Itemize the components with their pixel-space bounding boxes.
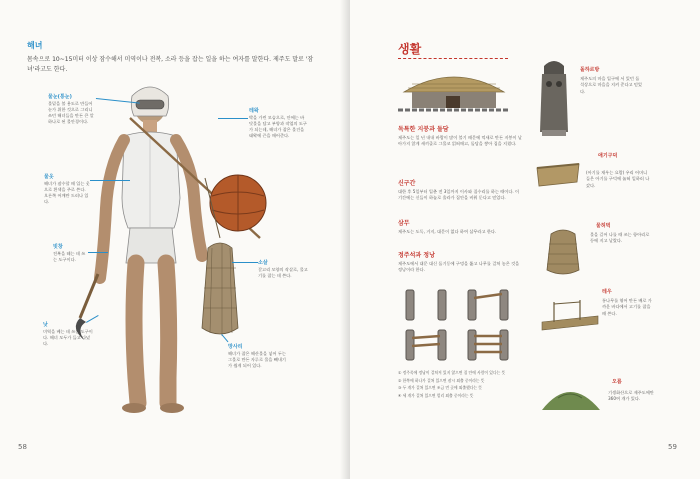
side-heading: 물허벅 — [596, 223, 611, 229]
callout-bitchang — [53, 244, 89, 263]
section-heading: 삼무 — [398, 220, 410, 227]
thatched-house-illustration — [398, 66, 510, 114]
callout-title: 물옷 — [44, 174, 54, 180]
side-body: 기생화산으로 제주도에만 360여 개가 있다. — [608, 390, 654, 402]
page-number-left: 58 — [18, 443, 27, 451]
step-item: ④ 세 개가 걸쳐 있으면 멀리 외출 중이라는 뜻 — [398, 392, 474, 398]
callout-text: 박을 가린 모습으로, 안에는 바닷물을 담고 부양과 작업의 도구가 되는데, 해녀가 잡은 물건을 태왁에 끈을 매어준다. — [249, 115, 307, 138]
section-body: 제주도는 도둑, 거지, 대문이 없다 하여 삼무라고 한다. — [398, 229, 497, 234]
section-title: 생활 — [398, 42, 422, 56]
leader-line — [218, 118, 248, 119]
section-body: 대한 후 5일부터 입춘 전 3일까지 이사와 집수리를 하는 때이다. 이 기간에는 신들이 하늘로 올라가 집안을 비워 둔다고 믿었다. — [398, 189, 520, 201]
aegigudeok-illustration — [533, 148, 583, 190]
callout-text: 물밑을 볼 용도로 만들어 눈가 위한 것으로 그리니 쓰던 해녀들을 만든 큰 알 하나로 된 물안경이다. — [48, 101, 94, 124]
section-body: 제주도는 일 년 내내 바람이 많이 불기 때문에 억새로 만든 지붕이 날아가지 않게 새끼줄로 그물코 얽혀매고, 돌담을 쌓아 집을 지켰다. — [398, 135, 522, 147]
oreum-illustration — [540, 376, 602, 412]
step-item: ③ 두 개가 걸쳐 있으면 조금 먼 곳에 외출했다는 뜻 — [398, 385, 482, 390]
taewoo-illustration — [540, 290, 600, 334]
callout-nat — [43, 322, 93, 347]
callout-goggles — [48, 94, 96, 125]
callout-tewak — [249, 108, 307, 139]
callout-text: 해녀가 잠수할 때 입는 옷으로 흰색을 주로 쓴다. 오른쪽 어깨만 드러나 있다. — [44, 181, 90, 204]
step-item: ② 한쪽에 하나가 걸쳐 있으면 잠시 외출 중이라는 뜻 — [398, 377, 485, 383]
jeongnang-steps — [398, 370, 518, 400]
dolharubang-illustration — [536, 58, 572, 138]
step-item: ① 정주목에 정낭이 걸쳐져 있지 않으면 집 안에 사람이 있다는 뜻 — [398, 370, 506, 375]
section-heading: 독특한 지붕과 돌담 — [398, 126, 449, 133]
side-body: (아기를 재우는 요람) 우리 어머니들은 아기를 구덕에 눕혀 일하러 나갔다. — [586, 170, 650, 188]
title-rule — [398, 58, 508, 59]
side-body: 제주도의 마을 입구에 서 있던 돌 석상으로 마을을 지켜 준다고 믿었다. — [580, 76, 642, 94]
mulheobeok-illustration — [541, 224, 585, 278]
callout-text: 갈고리 모양의 작살로, 물고기를 잡는 데 쓴다. — [258, 267, 308, 278]
page-title: 해녀 — [27, 41, 43, 50]
section-heading: 정주석과 정낭 — [398, 252, 435, 259]
side-heading: 돌하르방 — [580, 67, 600, 73]
intro-text: 몸속으로 10~15미터 이상 잠수해서 미역이나 전복, 소라 등을 잡는 일을 하는 여자를 말한다. 제주도 말로 '잠녀'라고도 한다. — [27, 56, 314, 73]
callout-title: 테왁 — [249, 108, 259, 114]
side-heading: 테우 — [602, 289, 612, 295]
callout-title: 낫 — [43, 322, 48, 328]
leader-line — [90, 180, 130, 181]
callout-mulot — [44, 174, 90, 205]
callout-title: 물눈(통눈) — [48, 94, 72, 100]
callout-sosal — [258, 260, 310, 279]
side-heading: 애기구덕 — [598, 153, 618, 159]
leader-line — [88, 252, 108, 253]
section-heading: 신구간 — [398, 180, 416, 187]
callout-title: 빗창 — [53, 244, 63, 250]
callout-text: 미역을 베는 데 쓰는 도구이다. 해녀 모두가 들고 다녔다. — [43, 329, 93, 346]
page-number-right: 59 — [668, 443, 677, 451]
leader-line — [232, 262, 258, 263]
side-heading: 오름 — [612, 379, 622, 385]
callout-title: 망사리 — [228, 344, 243, 350]
callout-mangsari — [228, 344, 286, 369]
callout-text: 전복을 떼는 데 쓰는 도구이다. — [53, 251, 86, 262]
section-body: 제주도에서 대문 대신 돌기둥에 구멍을 뚫고 나무를 걸쳐 놓은 것을 정낭이라 한다. — [398, 261, 520, 273]
side-body: 통나무를 엮어 만든 배로 가까운 바다에서 고기를 잡을 때 쓴다. — [602, 298, 652, 316]
jeongnang-diagrams — [398, 284, 522, 366]
callout-text: 해녀가 잡은 해산물을 넣어 두는 그물로 만든 자루로 물을 빼내기가 쉽게 되어 있다. — [228, 351, 286, 368]
side-body: 물을 길어 나를 때 쓰는 항아리로 등에 지고 날랐다. — [590, 232, 650, 244]
callout-title: 소살 — [258, 260, 268, 266]
